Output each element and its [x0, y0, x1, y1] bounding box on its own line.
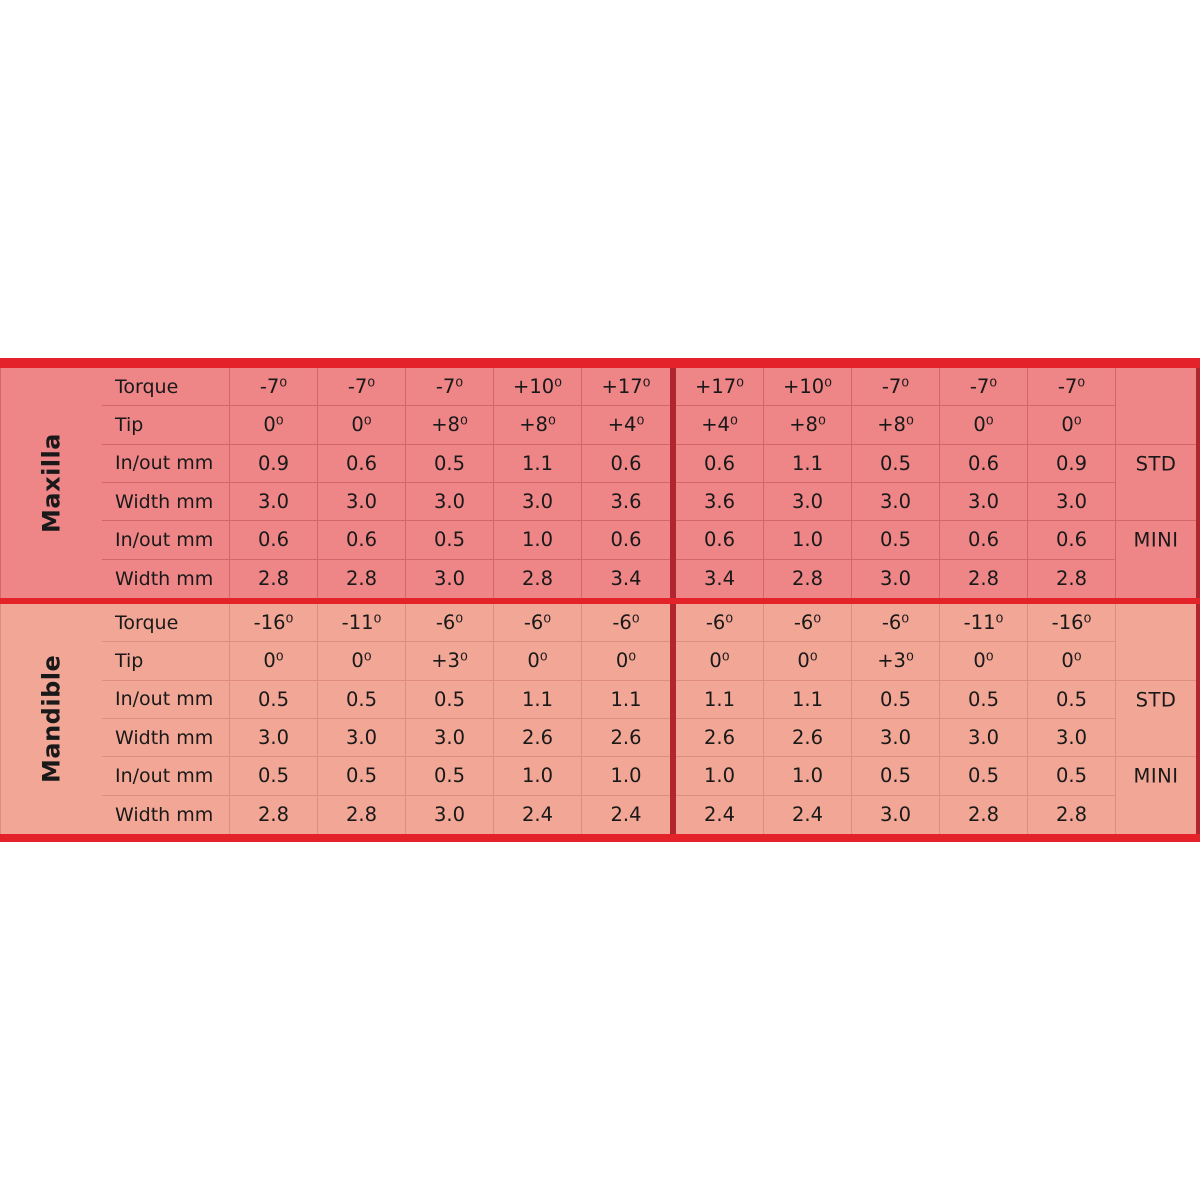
- value-cell: 3.0: [318, 719, 406, 757]
- value-cell: 1.0: [764, 521, 852, 559]
- value-cell: 1.0: [582, 757, 670, 795]
- value-cell: 2.8: [494, 560, 582, 598]
- value-cell: -6⁰: [676, 604, 764, 642]
- table-bottom-bar: [0, 834, 1200, 842]
- value-cell: 0.9: [1028, 445, 1116, 483]
- value-cell: 2.8: [230, 560, 318, 598]
- value-cell: 0.6: [230, 521, 318, 559]
- value-cell: 3.0: [852, 796, 940, 834]
- value-cell: +4⁰: [676, 406, 764, 444]
- value-cell: 0⁰: [1028, 642, 1116, 680]
- value-cell: +8⁰: [406, 406, 494, 444]
- value-cell: +17⁰: [676, 368, 764, 406]
- value-cell: 3.0: [1028, 483, 1116, 521]
- value-cell: 0.5: [318, 681, 406, 719]
- row-header-width-mini: Width mm: [102, 796, 230, 834]
- value-cell: -11⁰: [940, 604, 1028, 642]
- value-cell: 0⁰: [318, 406, 406, 444]
- value-cell: -7⁰: [940, 368, 1028, 406]
- value-cell: 3.6: [676, 483, 764, 521]
- mandible-section-label: Mandible: [0, 604, 102, 834]
- value-cell: 0.5: [852, 445, 940, 483]
- value-cell: +8⁰: [764, 406, 852, 444]
- maxilla-section-label: Maxilla: [0, 368, 102, 598]
- value-cell: 3.0: [230, 483, 318, 521]
- value-cell: 1.0: [764, 757, 852, 795]
- value-cell: 0.5: [230, 681, 318, 719]
- table-top-bar: [0, 358, 1200, 368]
- value-cell: 2.4: [610, 803, 642, 827]
- value-cell: 0⁰: [764, 642, 852, 680]
- value-cell: 0.6: [940, 445, 1028, 483]
- value-cell: -7⁰: [1028, 368, 1116, 406]
- value-cell: -7⁰: [852, 368, 940, 406]
- row-header-width-mini: Width mm: [102, 560, 230, 598]
- value-cell: 3.0: [406, 483, 494, 521]
- value-cell: 0.6: [1028, 521, 1116, 559]
- value-cell: 2.6: [494, 719, 582, 757]
- value-cell: 0.9: [230, 445, 318, 483]
- value-cell: 0.5: [406, 757, 494, 795]
- value-cell: -6⁰: [852, 604, 940, 642]
- value-cell: 0⁰: [494, 642, 582, 680]
- mandible-section: [0, 604, 1196, 834]
- row-header-inout-std: In/out mm: [102, 445, 230, 483]
- table-body: [0, 368, 1200, 834]
- value-cell: 0.6: [940, 521, 1028, 559]
- value-cell: 0⁰: [582, 642, 670, 680]
- value-cell: 0⁰: [676, 642, 764, 680]
- value-cell: 0.6: [318, 445, 406, 483]
- value-cell: 2.8: [318, 560, 406, 598]
- value-cell: 2.6: [582, 719, 670, 757]
- value-cell: 3.0: [852, 719, 940, 757]
- value-cell: 2.8: [230, 796, 318, 834]
- value-cell: 0.5: [852, 757, 940, 795]
- value-cell: 3.0: [1028, 719, 1116, 757]
- std-label: STD: [1135, 452, 1177, 476]
- value-cell: 0.5: [318, 757, 406, 795]
- value-cell: -11⁰: [318, 604, 406, 642]
- mini-label: MINI: [1133, 764, 1179, 788]
- row-header-torque: Torque: [102, 604, 230, 642]
- value-cell: 0⁰: [318, 642, 406, 680]
- value-cell: 0.5: [406, 521, 494, 559]
- value-cell: 3.0: [940, 483, 1028, 521]
- quadrant-divider: [670, 368, 676, 598]
- value-cell: 0⁰: [230, 406, 318, 444]
- value-cell: 0.5: [852, 521, 940, 559]
- value-cell: 1.1: [582, 681, 670, 719]
- std-label: STD: [1135, 688, 1177, 712]
- value-cell: 0⁰: [940, 406, 1028, 444]
- value-cell: +8⁰: [494, 406, 582, 444]
- value-cell: 3.0: [940, 719, 1028, 757]
- value-cell: 1.0: [494, 757, 582, 795]
- value-cell: 0.6: [582, 521, 670, 559]
- value-cell: 1.0: [494, 521, 582, 559]
- value-cell: 2.8: [940, 796, 1028, 834]
- value-cell: 1.1: [764, 445, 852, 483]
- value-cell: +10⁰: [764, 368, 852, 406]
- value-cell: 3.0: [406, 796, 494, 834]
- value-cell: 2.8: [764, 560, 852, 598]
- value-cell: 1.1: [764, 681, 852, 719]
- value-cell: 0⁰: [940, 642, 1028, 680]
- value-cell: +10⁰: [494, 368, 582, 406]
- value-cell: -6⁰: [406, 604, 494, 642]
- value-cell: 0⁰: [230, 642, 318, 680]
- value-cell: 0.5: [406, 681, 494, 719]
- row-header-torque: Torque: [102, 368, 230, 406]
- value-cell: -6⁰: [494, 604, 582, 642]
- value-cell: 3.0: [406, 560, 494, 598]
- value-cell: -16⁰: [1028, 604, 1116, 642]
- value-cell: 0.6: [676, 445, 764, 483]
- row-header-width-std: Width mm: [102, 483, 230, 521]
- value-cell: 3.0: [764, 483, 852, 521]
- value-cell: 1.1: [494, 681, 582, 719]
- value-cell: 2.8: [940, 560, 1028, 598]
- value-cell: +3⁰: [852, 642, 940, 680]
- size-tag-std: [1116, 445, 1196, 522]
- value-cell: 1.0: [676, 757, 764, 795]
- value-cell: 3.0: [852, 560, 940, 598]
- value-cell: -7⁰: [318, 368, 406, 406]
- maxilla-section: [0, 368, 1196, 598]
- row-header-inout-std: In/out mm: [102, 681, 230, 719]
- size-tag-std: [1116, 681, 1196, 758]
- value-cell: -7⁰: [230, 368, 318, 406]
- value-cell: -6⁰: [582, 604, 670, 642]
- value-cell: 2.6: [764, 719, 852, 757]
- row-header-tip: Tip: [102, 642, 230, 680]
- value-cell: 3.4: [610, 567, 642, 591]
- value-cell: 0.5: [940, 757, 1028, 795]
- value-cell: 3.0: [230, 719, 318, 757]
- value-cell: 0.6: [582, 445, 670, 483]
- value-cell: 0.5: [230, 757, 318, 795]
- value-cell: -7⁰: [406, 368, 494, 406]
- value-cell: 0.5: [406, 445, 494, 483]
- value-cell: -6⁰: [764, 604, 852, 642]
- value-cell: 0.5: [1028, 681, 1116, 719]
- value-cell: 3.6: [582, 483, 670, 521]
- value-cell: 1.1: [676, 681, 764, 719]
- value-cell: 0⁰: [1028, 406, 1116, 444]
- value-cell: 3.0: [406, 719, 494, 757]
- value-cell: +3⁰: [406, 642, 494, 680]
- row-header-inout-mini: In/out mm: [102, 521, 230, 559]
- value-cell: 2.8: [318, 796, 406, 834]
- row-header-tip: Tip: [102, 406, 230, 444]
- value-cell: 0.5: [940, 681, 1028, 719]
- value-cell: 1.1: [494, 445, 582, 483]
- size-tag-empty: [1116, 368, 1196, 445]
- quadrant-divider: [670, 604, 676, 834]
- value-cell: 3.0: [318, 483, 406, 521]
- value-cell: +8⁰: [852, 406, 940, 444]
- size-tag-mini: [1116, 521, 1196, 598]
- value-cell: 0.6: [318, 521, 406, 559]
- value-cell: 2.4: [764, 796, 852, 834]
- prescription-table: [0, 358, 1200, 842]
- value-cell: 3.0: [852, 483, 940, 521]
- row-header-width-std: Width mm: [102, 719, 230, 757]
- value-cell: 2.4: [494, 796, 582, 834]
- value-cell: 2.4: [676, 796, 764, 834]
- value-cell: 0.5: [852, 681, 940, 719]
- value-cell: 2.8: [1028, 796, 1116, 834]
- size-tag-mini: [1116, 757, 1196, 834]
- value-cell: 2.8: [1028, 560, 1116, 598]
- mini-label: MINI: [1133, 528, 1179, 552]
- value-cell: +17⁰: [582, 368, 670, 406]
- value-cell: +4⁰: [582, 406, 670, 444]
- row-header-inout-mini: In/out mm: [102, 757, 230, 795]
- value-cell: 2.6: [676, 719, 764, 757]
- value-cell: -16⁰: [230, 604, 318, 642]
- value-cell: 3.4: [676, 560, 764, 598]
- value-cell: 3.0: [494, 483, 582, 521]
- size-tag-empty: [1116, 604, 1196, 681]
- value-cell: 0.6: [676, 521, 764, 559]
- value-cell: 0.5: [1028, 757, 1116, 795]
